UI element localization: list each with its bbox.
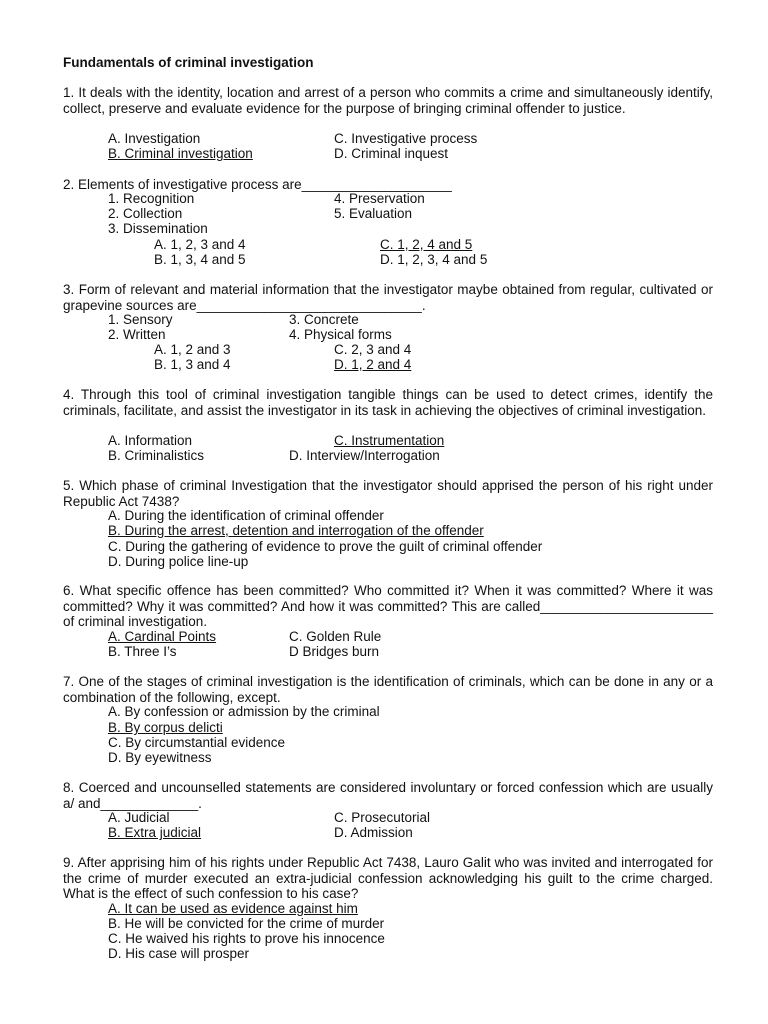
question-text: 1. It deals with the identity, location and arrest of a person who commits a crime and simultaneously identify, collect, preserve and evaluate evidence for the purpose of bringing criminal offender to justice. xyxy=(63,85,713,116)
question-7 xyxy=(63,674,713,705)
option-c: C. Investigative process xyxy=(334,131,478,146)
item: 3. Dissemination xyxy=(108,221,208,236)
question-6 xyxy=(63,583,713,630)
question-text: 9. After apprising him of his rights under Republic Act 7438, Lauro Galit who was invited and interrogated for the crime of murder executed an extra-judicial confession acknowledging his guilt to the crime charged. What is the effect of such confession to his case? xyxy=(63,855,713,901)
option-a: A. 1, 2, 3 and 4 xyxy=(154,237,246,252)
question-text: 7. One of the stages of criminal investigation is the identification of criminals, which can be done in any or a combination of the following, except. xyxy=(63,674,713,705)
option-c-answer: C. Instrumentation xyxy=(334,433,445,448)
question-5 xyxy=(63,478,713,509)
option-c: C. During the gathering of evidence to prove the guilt of criminal offender xyxy=(108,539,543,554)
option-c: C. He waived his rights to prove his innocence xyxy=(108,931,385,946)
option-b-answer: B. By corpus delicti xyxy=(108,720,223,735)
option-a: A. Investigation xyxy=(108,131,201,146)
option-d-answer: D. 1, 2 and 4 xyxy=(334,357,412,372)
option-d: D. His case will prosper xyxy=(108,946,250,961)
question-1 xyxy=(63,85,713,116)
item: 1. Sensory xyxy=(108,312,173,327)
option-c: C. Prosecutorial xyxy=(334,810,431,825)
question-9 xyxy=(63,855,713,902)
option-c: C. By circumstantial evidence xyxy=(108,735,286,750)
question-3 xyxy=(63,282,713,313)
option-a: A. Judicial xyxy=(108,810,170,825)
document-title: Fundamentals of criminal investigation xyxy=(63,55,314,70)
option-c: C. 2, 3 and 4 xyxy=(334,342,412,357)
question-text: 5. Which phase of criminal Investigation that the investigator should apprised the person of his right under Republic Act 7438? xyxy=(63,478,713,509)
option-b: B. He will be convicted for the crime of murder xyxy=(108,916,385,931)
question-text: 3. Form of relevant and material information that the investigator maybe obtained from regular, cultivated or grapevine sources are______________________________. xyxy=(63,282,713,313)
option-b: B. Criminalistics xyxy=(108,448,205,463)
question-4 xyxy=(63,387,713,418)
item: 1. Recognition xyxy=(108,191,195,206)
option-d: D. 1, 2, 3, 4 and 5 xyxy=(380,252,488,267)
option-a: A. Information xyxy=(108,433,193,448)
question-8 xyxy=(63,780,713,811)
option-c-answer: C. 1, 2, 4 and 5 xyxy=(380,237,473,252)
question-text: 8. Coerced and uncounselled statements are considered involuntary or forced confession which are usually a/ and_____________. xyxy=(63,780,713,811)
option-b-answer: B. Criminal investigation xyxy=(108,146,253,161)
item: 2. Collection xyxy=(108,206,183,221)
item: 3. Concrete xyxy=(289,312,359,327)
option-a-answer: A. It can be used as evidence against him xyxy=(108,901,358,916)
option-b-answer: B. Extra judicial xyxy=(108,825,202,840)
item: 2. Written xyxy=(108,327,166,342)
option-d: D. Criminal inquest xyxy=(334,146,449,161)
item: 5. Evaluation xyxy=(334,206,413,221)
option-a: A. By confession or admission by the criminal xyxy=(108,704,380,719)
option-a: A. 1, 2 and 3 xyxy=(154,342,231,357)
option-d: D. Admission xyxy=(334,825,413,840)
option-c: C. Golden Rule xyxy=(289,629,382,644)
option-b: B. 1, 3 and 4 xyxy=(154,357,231,372)
option-b: B. Three I’s xyxy=(108,644,177,659)
option-d: D. Interview/Interrogation xyxy=(289,448,440,463)
question-text: 4. Through this tool of criminal investigation tangible things can be used to detect crimes, identify the criminals, facilitate, and assist the investigator in its task in achieving the objectives of criminal investigation. xyxy=(63,387,713,418)
item: 4. Preservation xyxy=(334,191,425,206)
option-d: D. By eyewitness xyxy=(108,750,212,765)
option-d: D Bridges burn xyxy=(289,644,380,659)
question-text: 2. Elements of investigative process are____________________ xyxy=(63,177,452,192)
item: 4. Physical forms xyxy=(289,327,392,342)
option-a: A. During the identification of criminal offender xyxy=(108,508,384,523)
option-a-answer: A. Cardinal Points xyxy=(108,629,217,644)
option-d: D. During police line-up xyxy=(108,554,249,569)
option-b-answer: B. During the arrest, detention and interrogation of the offender xyxy=(108,523,484,538)
question-text: 6. What specific offence has been committed? Who committed it? When it was committed? Where it was committed? Why it was committed? And how it was committed? This are called_______________________ of criminal investigation. xyxy=(63,583,713,629)
option-b: B. 1, 3, 4 and 5 xyxy=(154,252,246,267)
